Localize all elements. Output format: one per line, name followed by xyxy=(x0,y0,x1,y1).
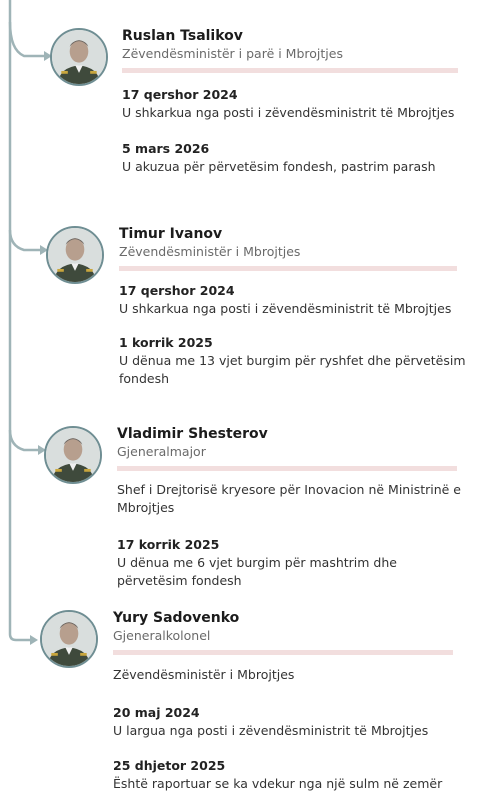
person-name: Ruslan Tsalikov xyxy=(122,28,243,44)
person-name: Yury Sadovenko xyxy=(113,610,240,626)
divider-rule xyxy=(122,68,458,73)
event-date: 17 qershor 2024 xyxy=(122,87,238,102)
event-date: 17 korrik 2025 xyxy=(117,537,220,552)
event-description: U dënua me 13 vjet burgim për ryshfet dhe përvetësim fondesh xyxy=(119,353,466,386)
event-date: 5 mars 2026 xyxy=(122,141,210,156)
event-date: 25 dhjetor 2025 xyxy=(113,758,226,773)
timeline-event xyxy=(117,481,467,517)
timeline-event xyxy=(113,704,463,740)
person-avatar xyxy=(50,28,108,86)
divider-rule xyxy=(113,650,453,655)
event-date: 1 korrik 2025 xyxy=(119,335,213,350)
divider-rule xyxy=(117,466,457,471)
person-avatar xyxy=(44,426,102,484)
event-description: Është raportuar se ka vdekur nga një sulm në zemër xyxy=(113,776,443,791)
timeline-event xyxy=(113,757,463,793)
event-description: U largua nga posti i zëvendësministrit të Mbrojtjes xyxy=(113,723,429,738)
event-description: U shkarkua nga posti i zëvendësministrit të Mbrojtjes xyxy=(122,105,455,120)
event-date: 17 qershor 2024 xyxy=(119,283,235,298)
person-name: Vladimir Shesterov xyxy=(117,426,268,442)
timeline-event xyxy=(122,140,472,176)
person-avatar xyxy=(40,610,98,668)
timeline-event xyxy=(119,282,469,318)
person-role: Zëvendësministër i parë i Mbrojtjes xyxy=(122,46,343,61)
event-description: Zëvendësministër i Mbrojtjes xyxy=(113,667,295,682)
timeline-event xyxy=(117,536,467,590)
timeline-event xyxy=(119,334,469,388)
event-description: U dënua me 6 vjet burgim për mashtrim dhe përvetësim fondesh xyxy=(117,555,397,588)
event-description: U akuzua për përvetësim fondesh, pastrim parash xyxy=(122,159,436,174)
timeline-event xyxy=(113,666,463,684)
person-name: Timur Ivanov xyxy=(119,226,223,242)
person-avatar xyxy=(46,226,104,284)
timeline-event xyxy=(122,86,472,122)
event-date: 20 maj 2024 xyxy=(113,705,200,720)
person-role: Gjeneralmajor xyxy=(117,444,206,459)
event-description: U shkarkua nga posti i zëvendësministrit të Mbrojtjes xyxy=(119,301,452,316)
person-role: Gjeneralkolonel xyxy=(113,628,211,643)
divider-rule xyxy=(119,266,457,271)
person-role: Zëvendësministër i Mbrojtjes xyxy=(119,244,301,259)
event-description: Shef i Drejtorisë kryesore për Inovacion në Ministrinë e Mbrojtjes xyxy=(117,482,461,515)
